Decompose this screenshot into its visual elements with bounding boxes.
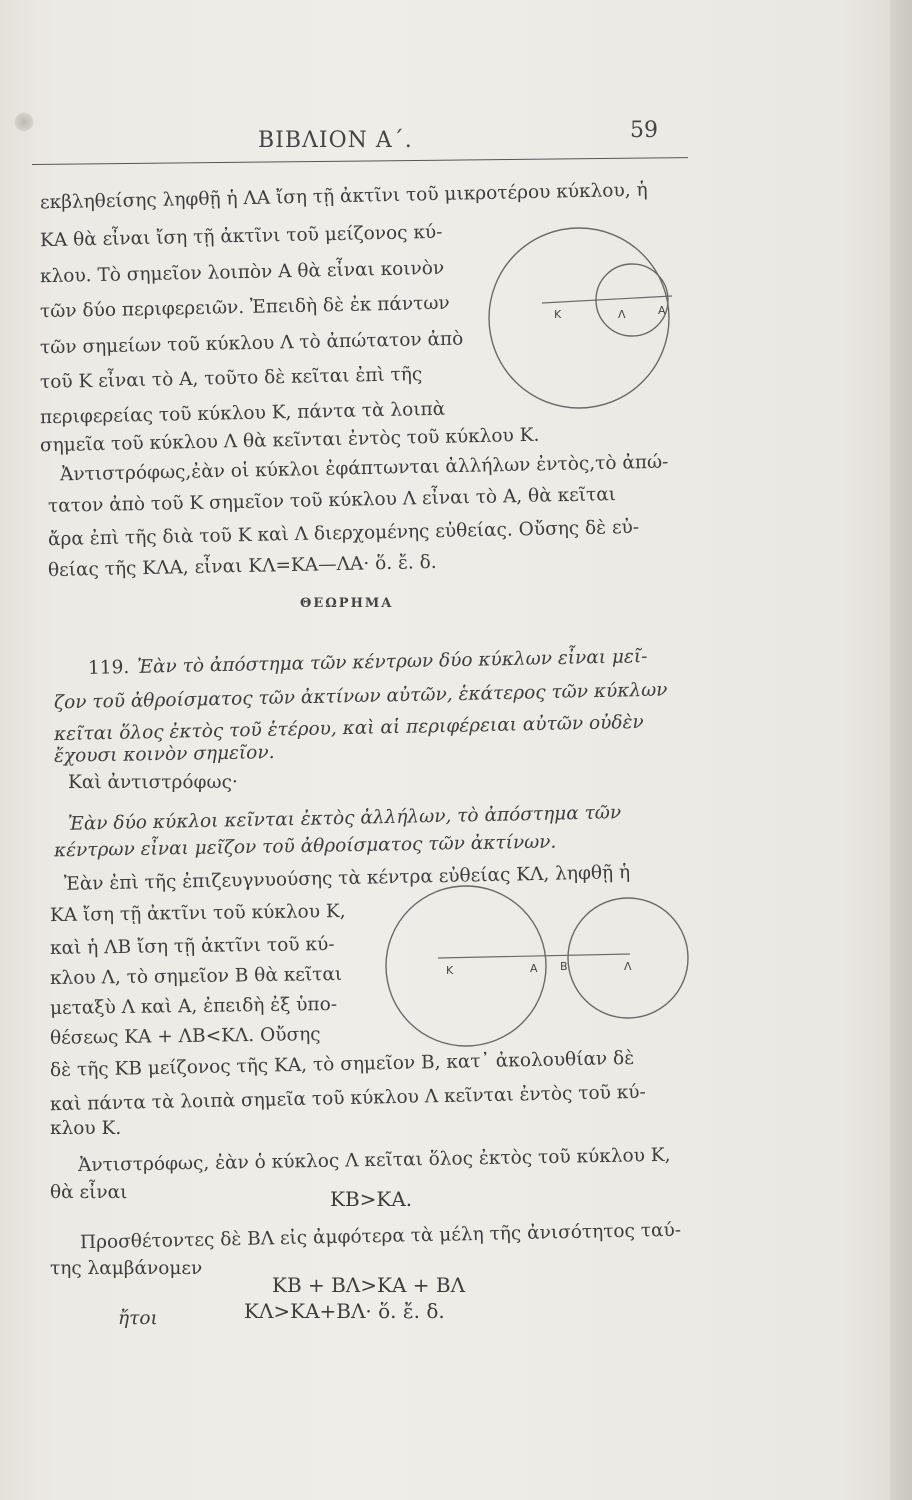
- text-line: θείας τῆς ΚΛΑ, εἶναι ΚΛ=ΚΑ—ΛΑ· ὅ. ἔ. δ.: [47, 551, 437, 582]
- theorem-heading: ΘΕΩΡΗΜΑ: [300, 596, 394, 611]
- text-line: τοῦ Κ εἶναι τὸ Α, τοῦτο δὲ κεῖται ἐπὶ τῆς: [39, 363, 423, 394]
- text-line: ΚΑ ἴση τῇ ἀκτῖνι τοῦ κύκλου Κ,: [49, 900, 346, 927]
- line-kla: [542, 296, 672, 303]
- header-rule: [32, 157, 688, 165]
- text-line: Προσθέτοντες δὲ ΒΛ εἰς ἀμφότερα τὰ μέλη τῆς ἀνισότητος ταύ-: [79, 1219, 682, 1254]
- text-line: Ἐὰν ἐπὶ τῆς ἐπιζευγνυούσης τὰ κέντρα εὐθείας ΚΛ, ληφθῇ ἡ: [63, 862, 631, 895]
- text-line: θὰ εἶναι: [50, 1182, 128, 1203]
- text-line: τατον ἀπὸ τοῦ Κ σημεῖον τοῦ κύκλου Λ εἶναι τὸ Α, θὰ κεῖται: [47, 484, 617, 517]
- circle-k: [489, 228, 669, 408]
- label-l: Λ: [618, 308, 626, 321]
- running-head: ΒΙΒΛΙΟΝ Α΄.: [258, 128, 413, 153]
- text-line: κλου Κ.: [50, 1118, 122, 1139]
- theorem-line: ἔχουσι κοινὸν σημεῖον.: [53, 742, 275, 767]
- page-number: 59: [630, 118, 658, 143]
- theorem-text: Ἐὰν τὸ ἀπόστημα τῶν κέντρων δύο κύκλων εἶναι μεῖ-: [137, 646, 648, 678]
- text-line: καὶ πάντα τὰ λοιπὰ σημεῖα τοῦ κύκλου Λ κεῖνται ἐντὸς τοῦ κύ-: [49, 1081, 647, 1116]
- text-line: μεταξὺ Λ καὶ Α, ἐπειδὴ ἐξ ὑπο-: [49, 993, 338, 1020]
- text-line: κλου. Τὸ σημεῖον λοιπὸν Α θὰ εἶναι κοινὸν: [39, 257, 445, 288]
- label-a: Α: [530, 962, 538, 975]
- paper-stain: [14, 112, 34, 132]
- figure-external-circles: [380, 880, 696, 1052]
- text-line: θέσεως ΚΑ + ΛΒ<ΚΛ. Οὔσης: [49, 1024, 321, 1049]
- text-line: σημεῖα τοῦ κύκλου Λ θὰ κεῖνται ἐντὸς τοῦ κύκλου Κ.: [39, 424, 540, 457]
- theorem-line: κεῖται ὅλος ἐκτὸς τοῦ ἑτέρου, καὶ αἱ περιφέρειαι αὐτῶν οὐδὲν: [53, 711, 644, 746]
- figure-tangent-circles: [468, 218, 680, 420]
- circle-l: [568, 898, 688, 1018]
- text-line: Ἀντιστρόφως, ἐὰν ὁ κύκλος Λ κεῖται ὅλος ἐκτὸς τοῦ κύκλου Κ,: [77, 1144, 671, 1177]
- text-line: ἄρα ἐπὶ τῆς διὰ τοῦ Κ καὶ Λ διερχομένης εὐθείας. Οὔσης δὲ εὐ-: [47, 516, 640, 551]
- formula-label: ἤτοι: [118, 1308, 158, 1329]
- theorem-line: [88, 646, 648, 680]
- label-k: Κ: [554, 308, 562, 321]
- text-line: Ἀντιστρόφως,ἐὰν οἱ κύκλοι ἐφάπτωνται ἀλλήλων ἐντὸς,τὸ ἀπώ-: [59, 451, 669, 486]
- text-line: καὶ ἡ ΛΒ ἴση τῇ ἀκτῖνι τοῦ κύ-: [49, 934, 335, 959]
- page-edge: [890, 0, 912, 1500]
- label-b: Β: [560, 960, 568, 973]
- formula-result: ΚΛ>ΚΑ+ΒΛ· ὅ. ἔ. δ.: [244, 1299, 445, 1323]
- label-a: Α: [658, 304, 666, 317]
- text-line: εκβληθείσης ληφθῇ ἡ ΛΑ ἴση τῇ ἀκτῖνι τοῦ μικροτέρου κύκλου, ἡ: [39, 179, 648, 214]
- text-line: τῶν σημείων τοῦ κύκλου Λ τὸ ἀπώτατον ἀπὸ: [39, 328, 464, 359]
- text-line: κλου Λ, τὸ σημεῖον Β θὰ κεῖται: [49, 963, 343, 990]
- circle-k: [386, 886, 546, 1046]
- theorem-line: ζον τοῦ ἀθροίσματος τῶν ἀκτίνων αὐτῶν, ἑκάτερος τῶν κύκλων: [53, 679, 668, 714]
- text-line: περιφερείας τοῦ κύκλου Κ, πάντα τὰ λοιπὰ: [39, 398, 446, 429]
- converse-label: Καὶ ἀντιστρόφως·: [68, 772, 238, 793]
- converse-line: Ἐὰν δύο κύκλοι κεῖνται ἐκτὸς ἀλλήλων, τὸ ἀπόστημα τῶν: [67, 802, 622, 835]
- formula-sum: ΚΒ + ΒΛ>ΚΑ + ΒΛ: [272, 1273, 466, 1297]
- text-line: ΚΑ θὰ εἶναι ἴση τῇ ἀκτῖνι τοῦ μείζονος κύ-: [39, 221, 443, 252]
- text-line: τῶν δύο περιφερειῶν. Ἐπειδὴ δὲ ἐκ πάντων: [39, 292, 450, 323]
- label-l: Λ: [624, 960, 632, 973]
- text-line: της λαμβάνομεν: [50, 1258, 203, 1279]
- label-k: Κ: [446, 964, 454, 977]
- converse-line: κέντρων εἶναι μεῖζον τοῦ ἀθροίσματος τῶν ἀκτίνων.: [53, 831, 557, 862]
- theorem-number: 119.: [87, 656, 130, 679]
- line-kl: [438, 954, 630, 958]
- text-line: δὲ τῆς ΚΒ μείζονος τῆς ΚΑ, τὸ σημεῖον Β, κατ᾿ ἀκολουθίαν δὲ: [49, 1047, 635, 1082]
- formula-kb-ka: ΚΒ>ΚΑ.: [330, 1187, 413, 1211]
